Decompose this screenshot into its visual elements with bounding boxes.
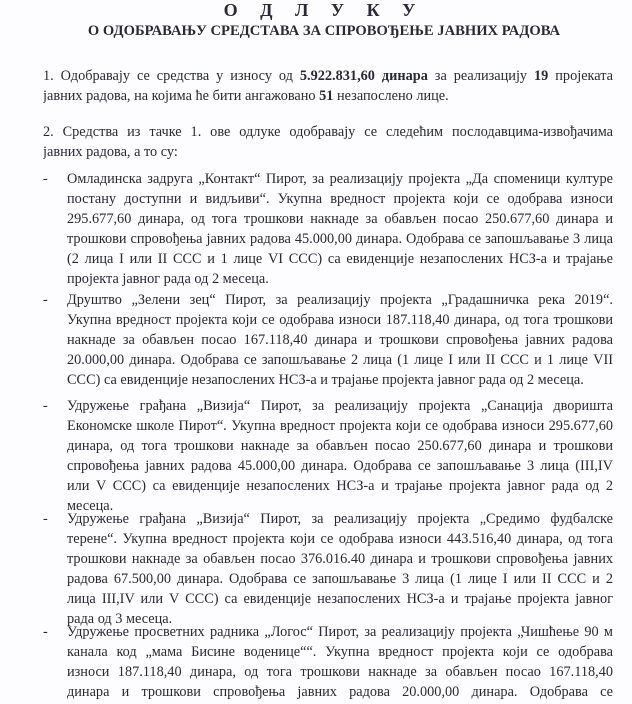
item-line: радова 67.500,00 динара. Одобрава се запошљавање 3 лица (1 лице I или II ССС и 2	[67, 571, 613, 587]
item-line: трошкови накнаде за обављен посао 376.016.40 динара и трошкови спровођења јавних	[67, 551, 613, 567]
point-1-line	[43, 86, 613, 106]
item-line: рада од 3 месеца.	[67, 611, 173, 627]
item-line: ССС) са евиденције незапослених НСЗ-а и трајање пројекта јавног рада од 2 месеца.	[67, 372, 584, 388]
text-run: за реализацију	[427, 68, 535, 84]
list-dash: -	[43, 624, 48, 640]
item-line: месеца.	[67, 498, 114, 514]
point-2	[43, 122, 613, 162]
document-title: О Д Л У К У	[223, 0, 425, 20]
item-line: динара и трошкови спровођења јавних радова 20.000,00 динара. Одобрава се	[67, 684, 613, 700]
item-line: трошкови спровођења јавних радова 45.000,00 динара. Одобрава се запошљавање 3 лица	[67, 231, 613, 247]
list-dash: -	[43, 171, 48, 187]
item-line: 20.000,00 динара. Одобрава се запошљавање 2 лица (1 лице I или II ССС и 1 лице VII	[67, 352, 613, 368]
item-line: накнаде за обављен посао 167.118,40 динара и трошкови спровођења јавних радова	[67, 332, 613, 348]
list-dash: -	[43, 292, 48, 308]
item-line: Економске школе Пирот“. Укупна вредност пројекта који се одобрава износи 295.677,60	[67, 418, 613, 434]
item-line: Укупна вредност пројекта који се одобрава износи 187.118,40 динара, од тога трошкови	[67, 312, 613, 328]
list-dash: -	[43, 398, 48, 414]
item-line: постану доступни и видљиви“. Укупна вредност пројекта који се одобрава износи	[67, 191, 613, 207]
text-run: пројеката	[548, 68, 613, 84]
item-line: Омладинска задруга „Контакт“ Пирот, за реализацију пројекта „Да споменици културе	[67, 171, 613, 187]
document-subtitle: О ОДОБРАВАЊУ СРЕДСТАВА ЗА СПРОВОЂЕЊЕ ЈАВНИХ РАДОВА	[87, 23, 561, 39]
point-2-line: 2. Средства из тачке 1. ове одлуке одобравају се следећим послодавцима-извођачима	[43, 124, 613, 140]
item-line: Друштво „Зелени зец“ Пирот, за реализацију пројекта „Градашничка река 2019“.	[67, 292, 613, 308]
item-line: пројекта јавног рада од 2 месеца.	[67, 271, 269, 287]
item-line: спровођења јавних радова 45.000,00 динара. Одобрава се запошљавање 3 лица (III,IV	[67, 458, 613, 474]
item-line: канала код „мама Бисине воденице““. Укупна вредност пројекта који се одобрава	[67, 644, 613, 660]
person-count: 51	[319, 88, 334, 104]
project-count: 19	[534, 68, 549, 84]
item-line: износи 187.118,40 динара, од тога трошкови накнаде за обављен посао 167.118,40	[67, 664, 613, 680]
item-line: или V ССС) са евиденције незапослених НСЗ-а и трајање пројекта јавног рада од 2	[67, 478, 613, 494]
item-line: 295.677,60 динара, од тога трошкови накнаде за обављен посао 250.677,60 динара и	[67, 211, 613, 227]
item-line: терене“. Укупна вредност пројекта који се одобрава износи 443.516,40 динара, од тога	[67, 531, 613, 547]
item-line: лица III,IV или V ССС) са евиденције незапослених НСЗ-а и трајање пројекта јавног	[67, 591, 613, 607]
point-1	[43, 66, 613, 106]
list-dash: -	[43, 511, 48, 527]
item-line: Удружење просветних радника „Логос“ Пирот, за реализацију пројекта „Чишћење 90 м	[67, 624, 613, 640]
text-run: незапослено лице.	[333, 88, 449, 104]
total-amount: 5.922.831,60 динара	[299, 68, 428, 84]
point-1-line	[43, 66, 613, 86]
item-line: Удружење грађана „Визија“ Пирот, за реализацију пројекта „Средимо фудбалске	[67, 511, 613, 527]
point-2-line: јавних радова, а то су:	[43, 144, 178, 160]
item-line: Удружење грађана „Визија“ Пирот, за реализацију пројекта „Санација дворишта	[67, 398, 613, 414]
item-line: (2 лица I или II ССС и 1 лице VI ССС) са евиденције незапослених НСЗ-а и трајање	[67, 251, 613, 267]
text-run: јавних радова, на којима ће бити ангажовано	[43, 88, 320, 104]
item-line: динара, од тога трошкови накнаде за обављен посао 250.677,60 динара и трошкови	[67, 438, 613, 454]
text-run: 1. Одобравају се средства у износу од	[43, 68, 300, 84]
